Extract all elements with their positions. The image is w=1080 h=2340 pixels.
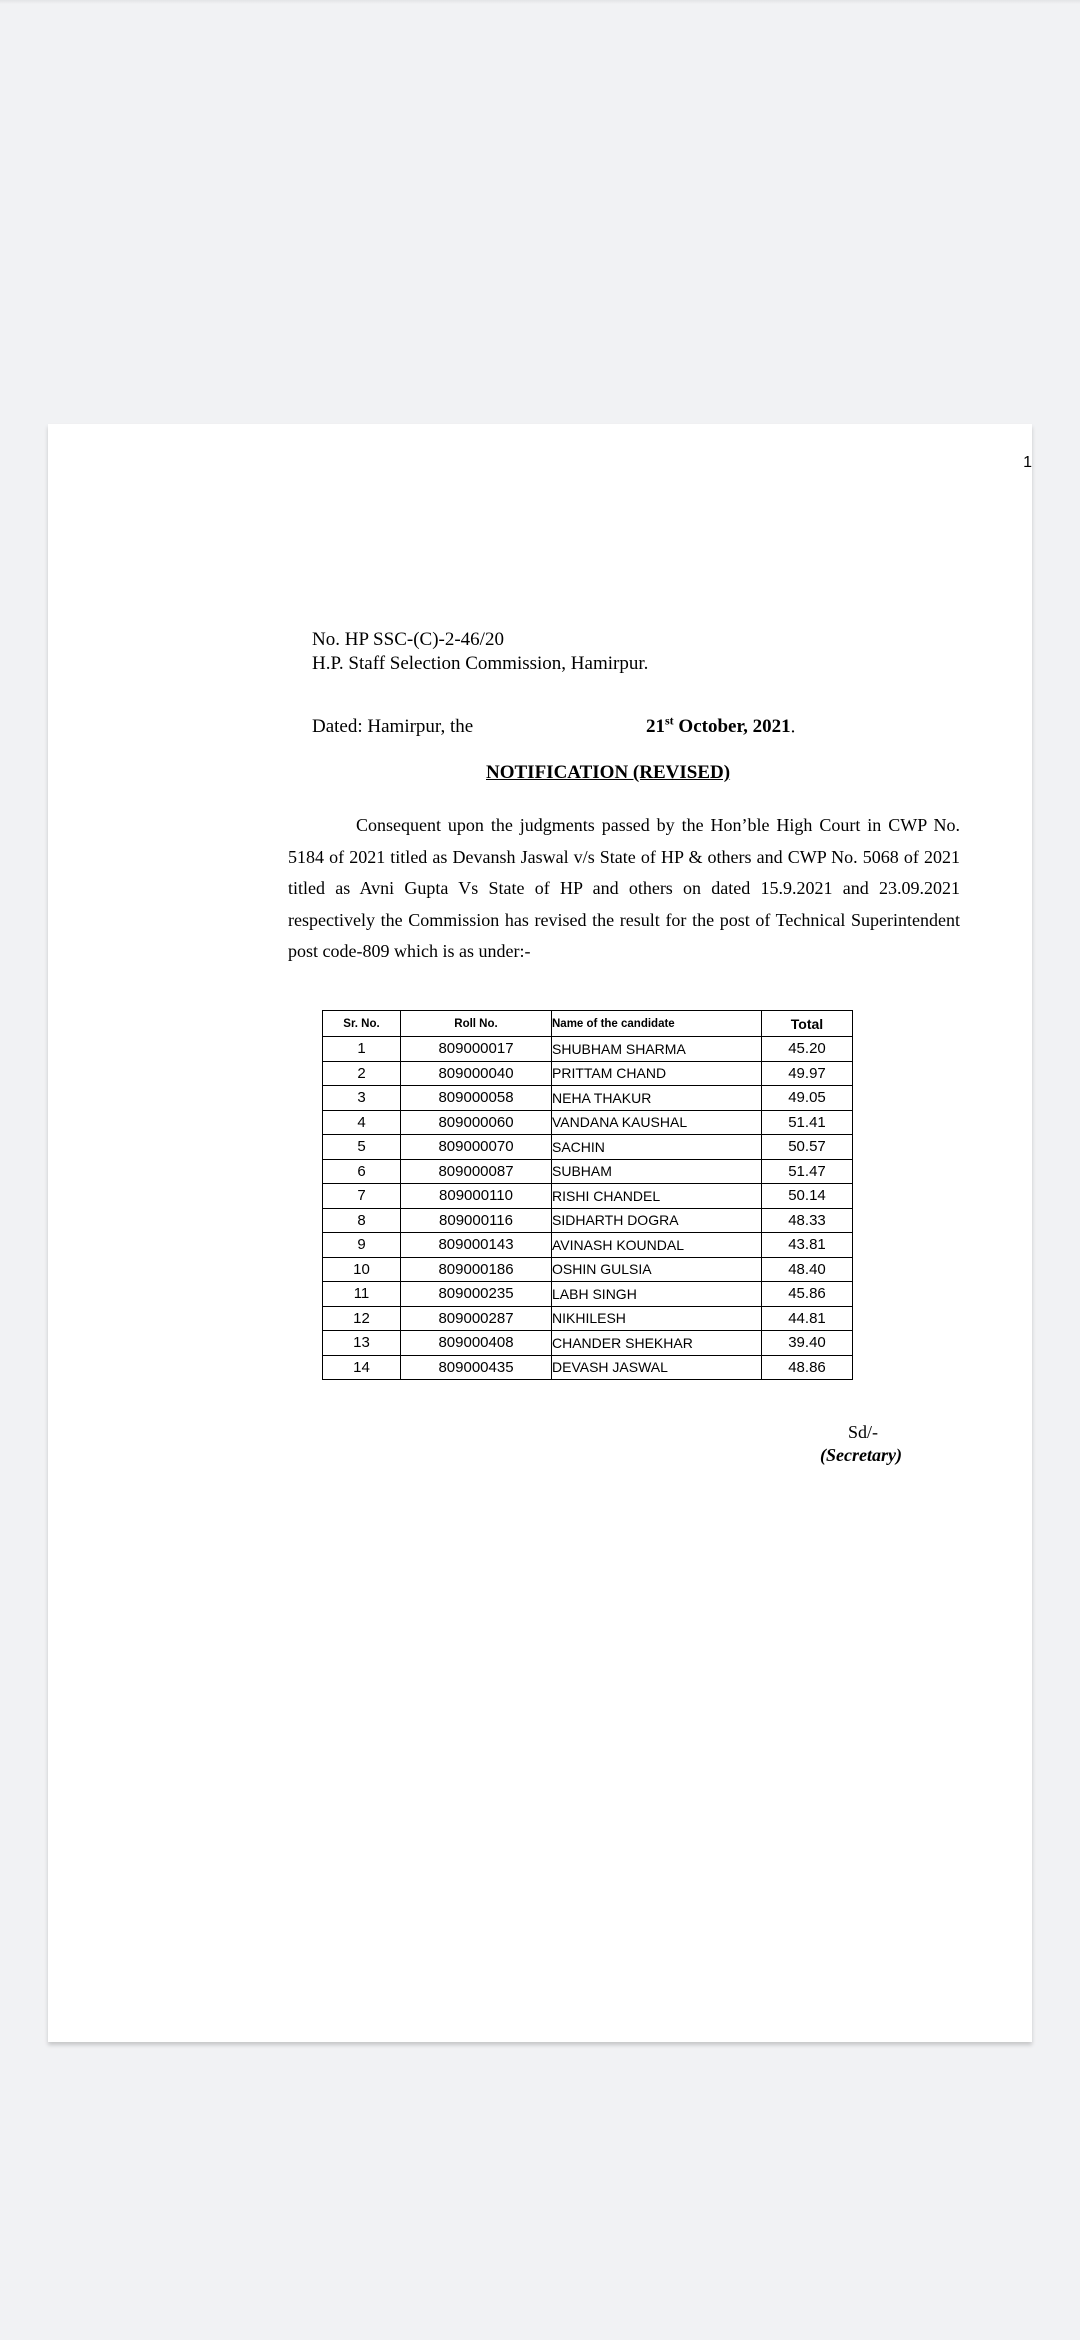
header-sr-no: Sr. No. (323, 1011, 401, 1037)
table-row (323, 1159, 853, 1184)
cell-candidate-name: RISHI CHANDEL (552, 1184, 762, 1209)
cell-roll-no: 809000116 (401, 1208, 552, 1233)
date-period: . (790, 716, 796, 738)
cell-total: 48.33 (762, 1208, 853, 1233)
cell-roll-no: 809000040 (401, 1061, 552, 1086)
document-page (48, 424, 1032, 2042)
cell-roll-no: 809000143 (401, 1233, 552, 1258)
cell-sr-no: 1 (323, 1037, 401, 1062)
cell-roll-no: 809000060 (401, 1110, 552, 1135)
table-row (323, 1037, 853, 1062)
cell-sr-no: 3 (323, 1086, 401, 1111)
table-row (323, 1086, 853, 1111)
table-row (323, 1233, 853, 1258)
letterhead (312, 628, 648, 676)
cell-candidate-name: AVINASH KOUNDAL (552, 1233, 762, 1258)
table-row (323, 1110, 853, 1135)
cell-roll-no: 809000058 (401, 1086, 552, 1111)
cell-sr-no: 10 (323, 1257, 401, 1282)
table-row (323, 1331, 853, 1356)
cell-candidate-name: NEHA THAKUR (552, 1086, 762, 1111)
cell-sr-no: 14 (323, 1355, 401, 1380)
cell-sr-no: 7 (323, 1184, 401, 1209)
page-number: 1 (1023, 454, 1032, 471)
reference-number: No. HP SSC-(C)-2-46/20 (312, 629, 504, 650)
table-row (323, 1306, 853, 1331)
cell-total: 49.97 (762, 1061, 853, 1086)
cell-sr-no: 5 (323, 1135, 401, 1160)
cell-candidate-name: NIKHILESH (552, 1306, 762, 1331)
table-row (323, 1208, 853, 1233)
date-day: 21 (646, 716, 665, 738)
cell-candidate-name: VANDANA KAUSHAL (552, 1110, 762, 1135)
table-header-row (323, 1011, 853, 1037)
cell-sr-no: 13 (323, 1331, 401, 1356)
cell-sr-no: 6 (323, 1159, 401, 1184)
cell-roll-no: 809000287 (401, 1306, 552, 1331)
table-row (323, 1184, 853, 1209)
cell-total: 50.57 (762, 1135, 853, 1160)
cell-candidate-name: SACHIN (552, 1135, 762, 1160)
cell-total: 45.20 (762, 1037, 853, 1062)
cell-total: 48.86 (762, 1355, 853, 1380)
cell-sr-no: 2 (323, 1061, 401, 1086)
date-value (646, 714, 795, 738)
cell-total: 50.14 (762, 1184, 853, 1209)
cell-total: 48.40 (762, 1257, 853, 1282)
cell-candidate-name: SUBHAM (552, 1159, 762, 1184)
cell-candidate-name: SIDHARTH DOGRA (552, 1208, 762, 1233)
table-row (323, 1061, 853, 1086)
cell-total: 51.47 (762, 1159, 853, 1184)
notification-body (288, 810, 960, 968)
cell-roll-no: 809000435 (401, 1355, 552, 1380)
cell-roll-no: 809000235 (401, 1282, 552, 1307)
cell-candidate-name: CHANDER SHEKHAR (552, 1331, 762, 1356)
cell-candidate-name: LABH SINGH (552, 1282, 762, 1307)
cell-sr-no: 8 (323, 1208, 401, 1233)
signatory-designation: (Secretary) (820, 1445, 902, 1465)
date-month-year: October, 2021 (673, 716, 791, 738)
header-roll-no: Roll No. (401, 1011, 552, 1037)
cell-candidate-name: SHUBHAM SHARMA (552, 1037, 762, 1062)
cell-total: 43.81 (762, 1233, 853, 1258)
cell-total: 39.40 (762, 1331, 853, 1356)
table-row (323, 1257, 853, 1282)
cell-sr-no: 11 (323, 1282, 401, 1307)
cell-total: 45.86 (762, 1282, 853, 1307)
result-table (322, 1010, 853, 1380)
cell-roll-no: 809000408 (401, 1331, 552, 1356)
cell-roll-no: 809000017 (401, 1037, 552, 1062)
table-row (323, 1135, 853, 1160)
notification-title: NOTIFICATION (REVISED) (486, 762, 731, 783)
cell-sr-no: 4 (323, 1110, 401, 1135)
date-suffix: st (665, 714, 674, 728)
cell-total: 49.05 (762, 1086, 853, 1111)
viewer-top-shadow (0, 0, 1080, 4)
cell-candidate-name: PRITTAM CHAND (552, 1061, 762, 1086)
table-row (323, 1355, 853, 1380)
cell-roll-no: 809000186 (401, 1257, 552, 1282)
cell-roll-no: 809000087 (401, 1159, 552, 1184)
cell-sr-no: 9 (323, 1233, 401, 1258)
office-name: H.P. Staff Selection Commission, Hamirpur. (312, 653, 649, 674)
table-row (323, 1282, 853, 1307)
signature-mark: Sd/- (848, 1422, 879, 1442)
cell-candidate-name: DEVASH JASWAL (552, 1355, 762, 1380)
header-candidate-name: Name of the candidate (552, 1011, 762, 1037)
cell-total: 44.81 (762, 1306, 853, 1331)
cell-roll-no: 809000070 (401, 1135, 552, 1160)
cell-roll-no: 809000110 (401, 1184, 552, 1209)
cell-candidate-name: OSHIN GULSIA (552, 1257, 762, 1282)
body-paragraph: Consequent upon the judgments passed by the Hon’ble High Court in CWP No. 5184 of 2021 titled as Devansh Jaswal v/s State of HP & others and CWP No. 5068 of 2021 titled as Avni Gupta Vs State of HP and others on dated 15.9.2021 and 23.09.2021 respectively the Commission has revised the result for the post of Technical Superintendent post code-809 which is as under:- (288, 815, 960, 961)
dated-label: Dated: Hamirpur, the (312, 716, 474, 737)
cell-total: 51.41 (762, 1110, 853, 1135)
header-total: Total (762, 1011, 853, 1037)
cell-sr-no: 12 (323, 1306, 401, 1331)
